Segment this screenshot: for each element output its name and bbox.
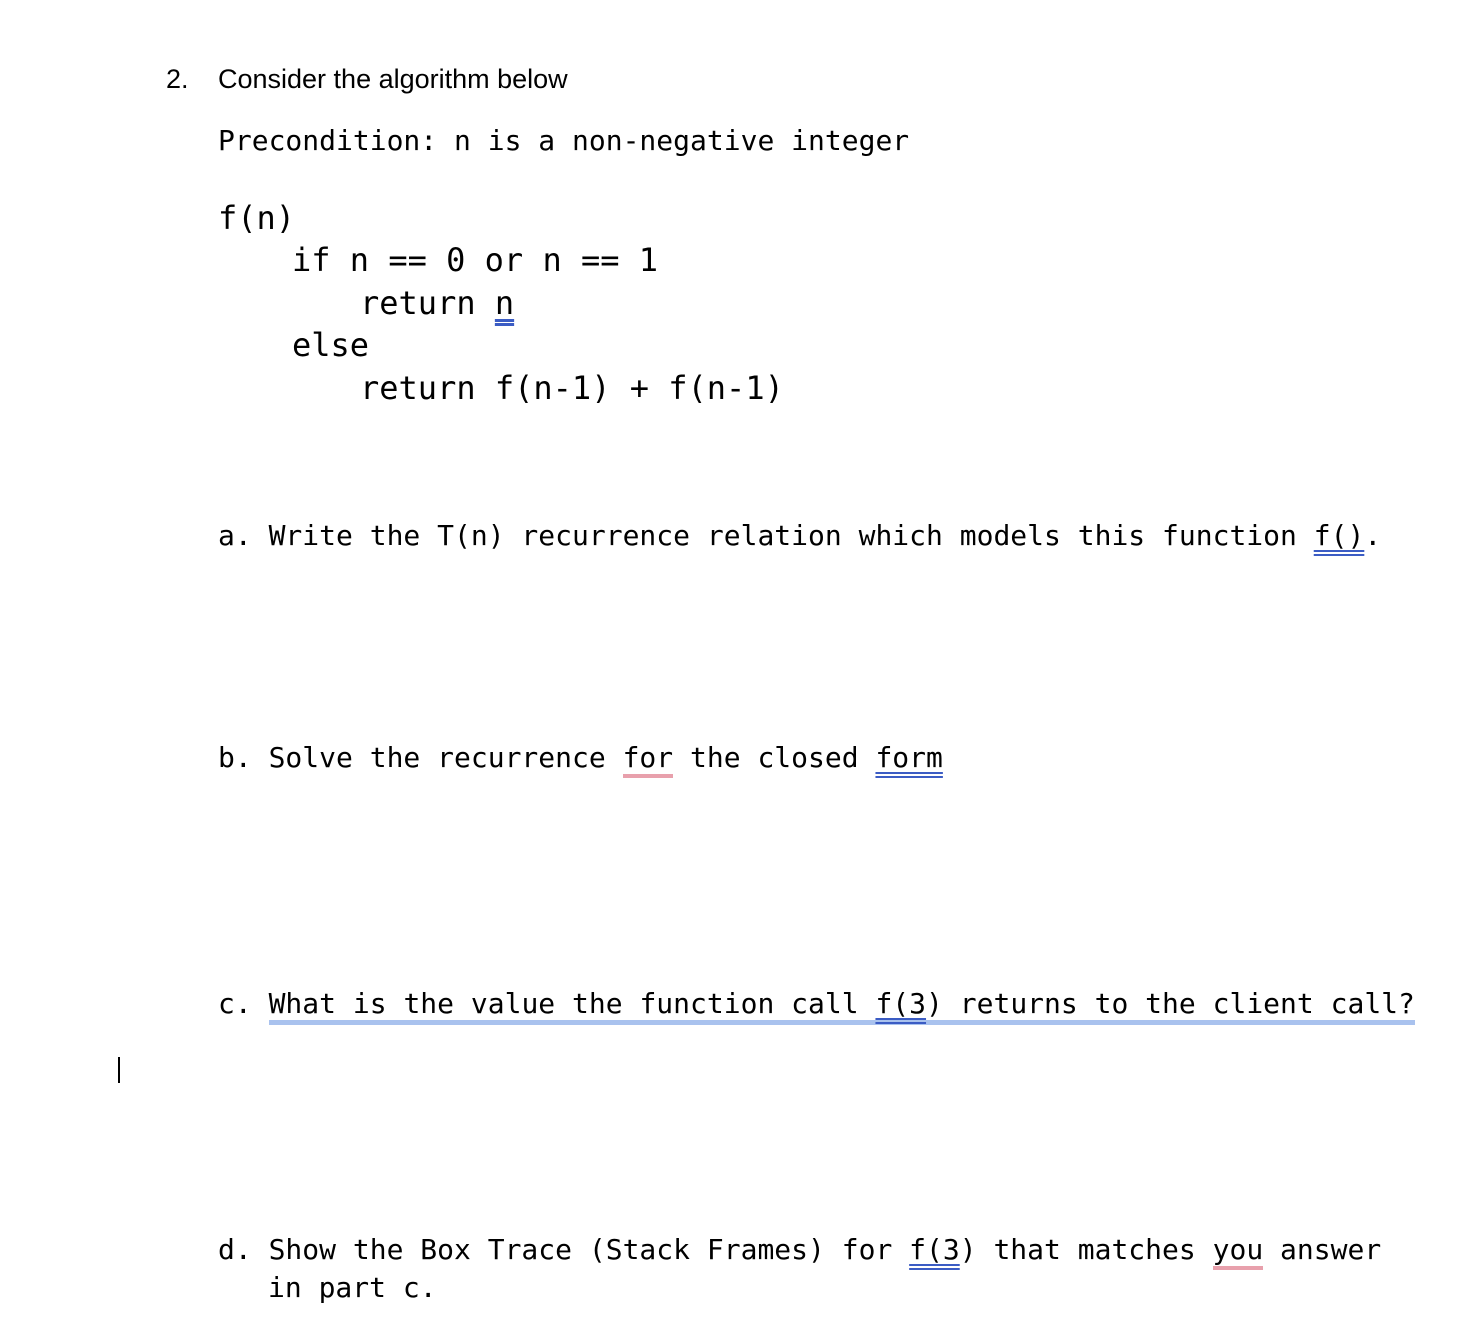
- part-d-text-end: answer: [1263, 1233, 1382, 1266]
- part-d-function-call: f(3: [909, 1233, 960, 1266]
- part-a-text: a. Write the T(n) recurrence relation which models this function: [218, 519, 1314, 552]
- part-b-word-for: for: [623, 741, 674, 778]
- part-a-question: [218, 517, 1381, 555]
- part-b-question: [218, 739, 943, 777]
- part-d-text-middle: ) that matches: [959, 1233, 1213, 1266]
- code-else-line: else: [292, 326, 370, 364]
- part-a-period: .: [1364, 519, 1382, 552]
- question-number: 2.: [166, 64, 189, 94]
- code-if-line: if n == 0 or n == 1: [292, 241, 659, 279]
- part-b-text-start: b. Solve the recurrence: [218, 741, 623, 774]
- part-c-prefix: c.: [218, 987, 269, 1020]
- part-c-text-end: ) returns to the client call?: [926, 987, 1415, 1020]
- part-c-function-call: f(3: [875, 987, 927, 1020]
- question-title: Consider the algorithm below: [218, 64, 568, 94]
- part-b-word-form: form: [875, 741, 943, 774]
- part-d-question-line2: in part c.: [268, 1271, 437, 1304]
- part-c-question: [218, 985, 1415, 1023]
- part-c-text-start: What is the value the function call: [268, 987, 876, 1020]
- part-d-text-start: d. Show the Box Trace (Stack Frames) for: [218, 1233, 910, 1266]
- code-return-base-line: [360, 282, 514, 324]
- precondition-line: Precondition: n is a non-negative integer: [218, 124, 910, 157]
- part-a-function-call: f(): [1313, 519, 1365, 552]
- code-return-keyword: return: [360, 284, 495, 322]
- code-return-value: n: [494, 284, 515, 322]
- part-b-text-middle: the closed: [673, 741, 876, 774]
- part-d-question: [218, 1231, 1381, 1269]
- code-return-recursive-line: return f(n-1) + f(n-1): [360, 369, 784, 407]
- text-cursor[interactable]: [118, 1057, 120, 1083]
- part-c-sentence: [269, 987, 1415, 1025]
- part-d-word-you: you: [1213, 1233, 1264, 1270]
- code-function-signature: f(n): [218, 199, 296, 237]
